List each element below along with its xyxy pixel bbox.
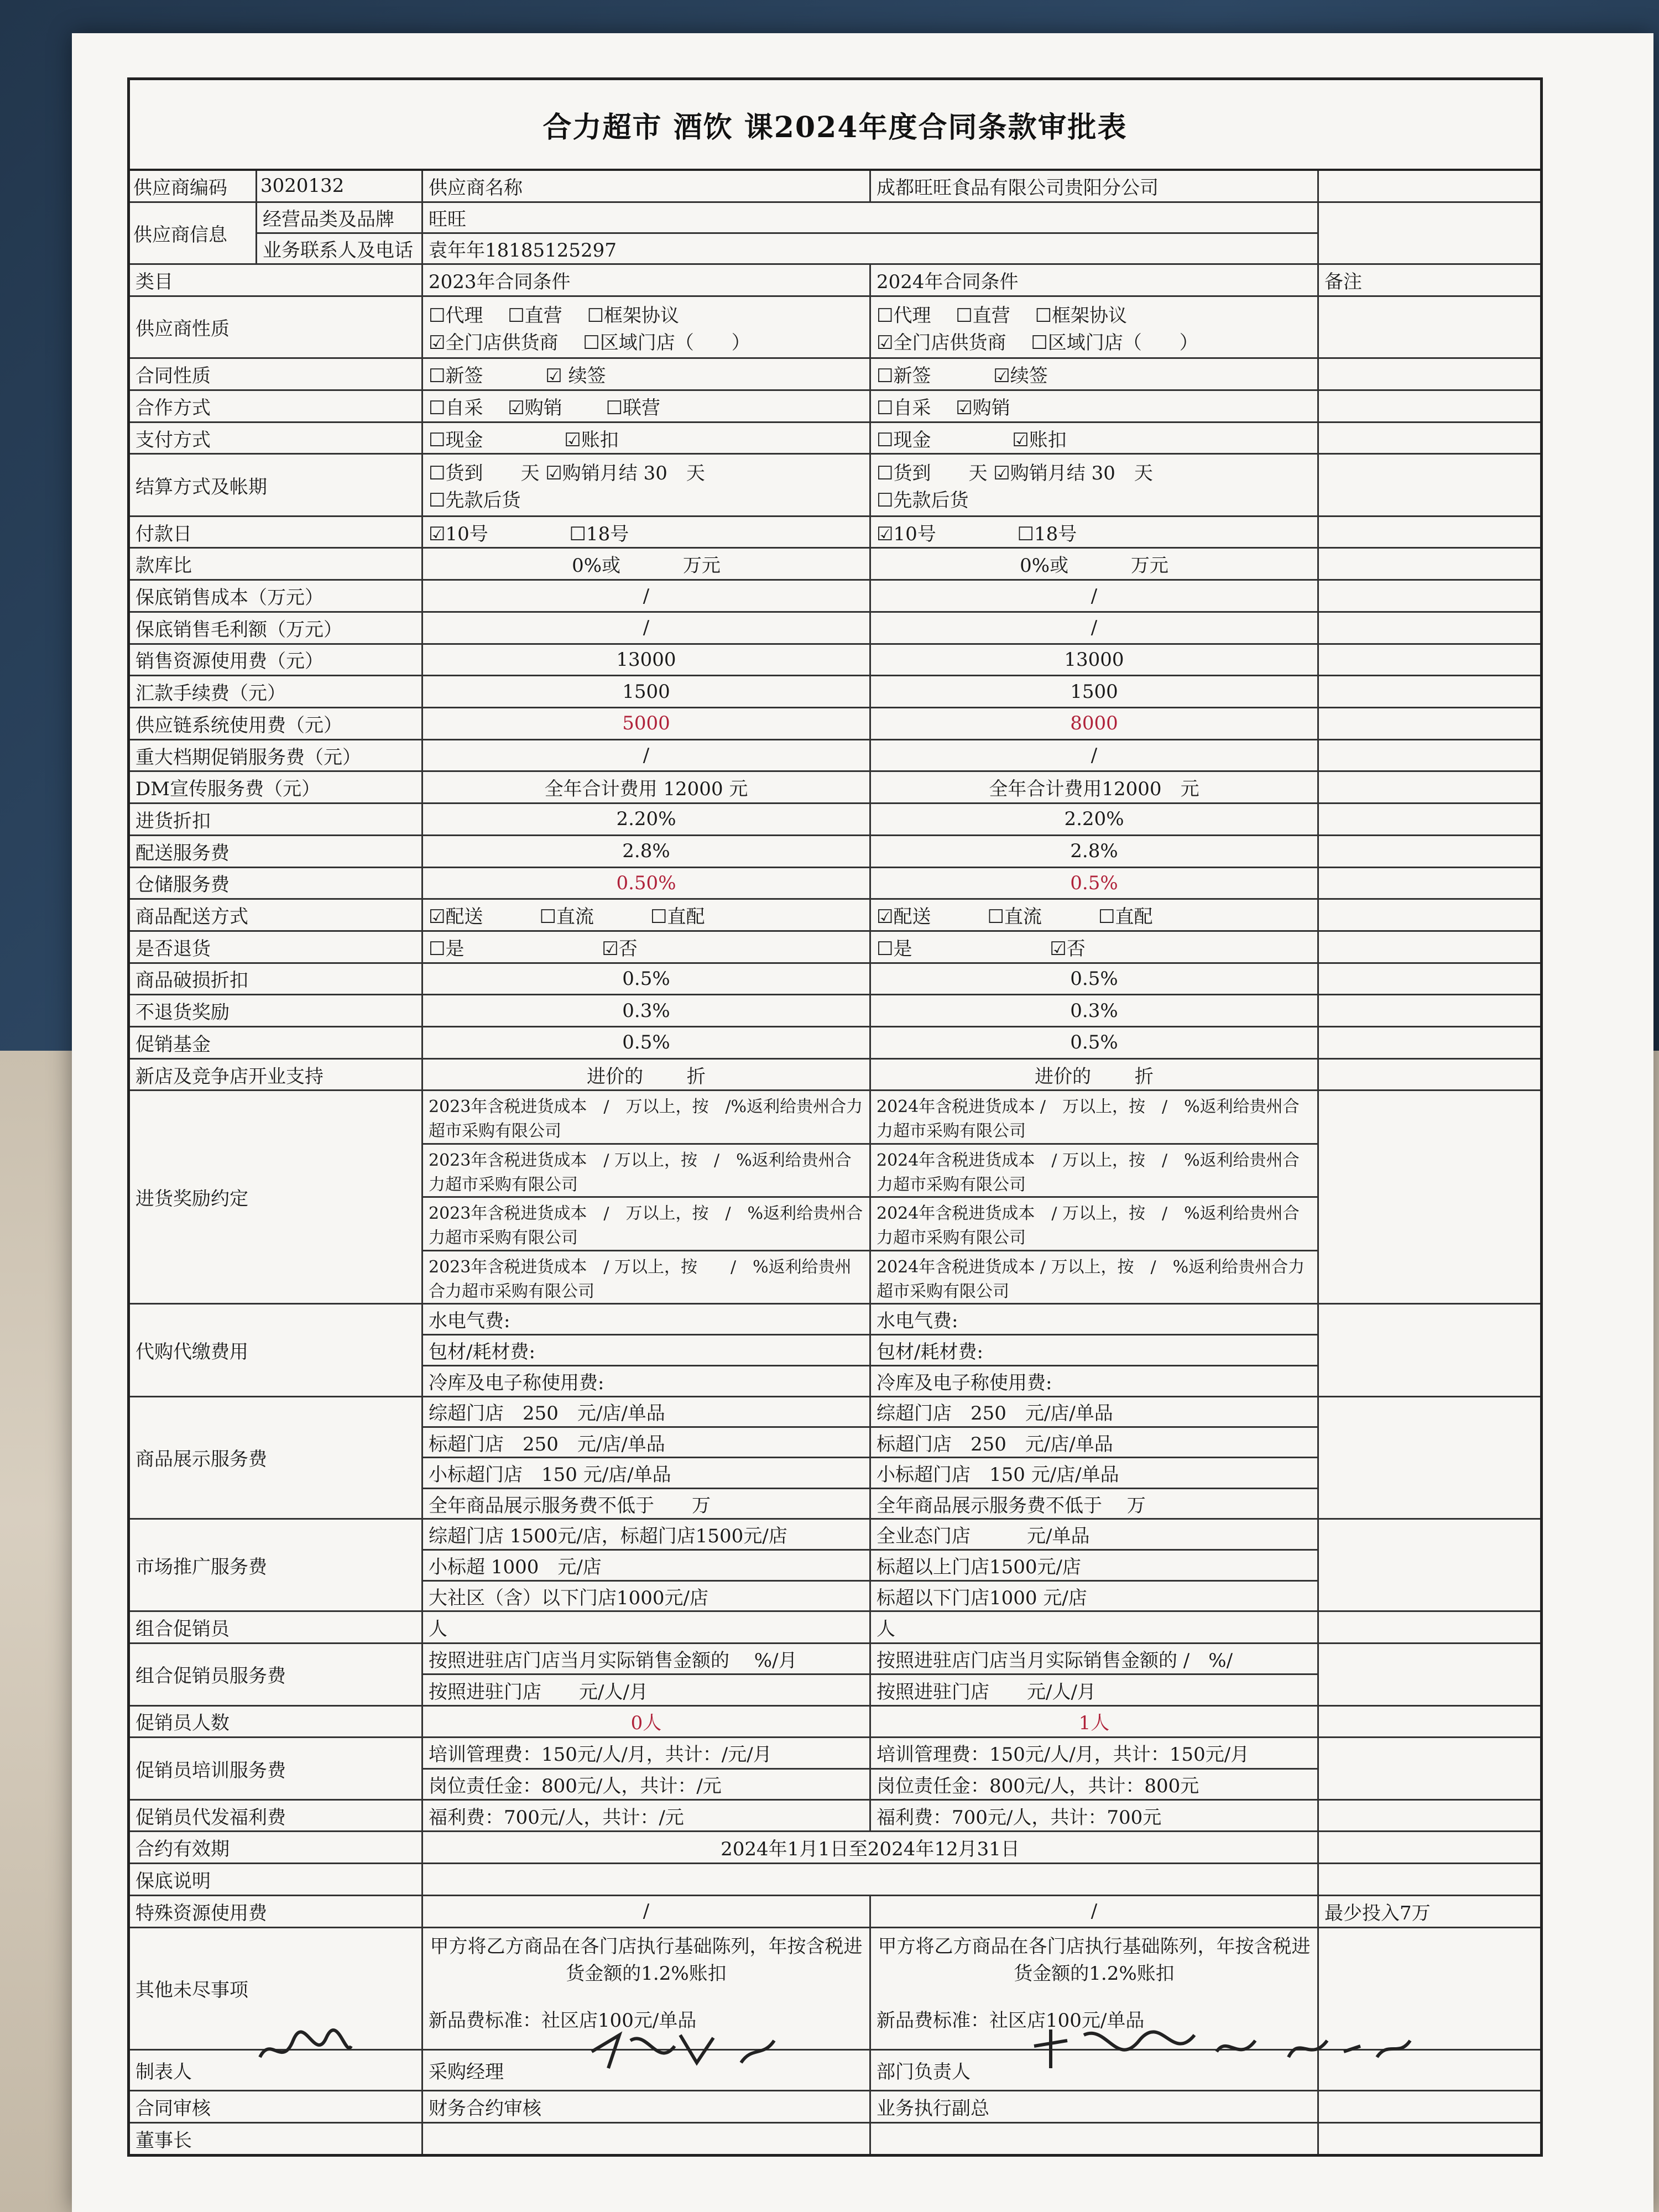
row-min-cost xyxy=(130,581,1540,613)
row-payday xyxy=(130,517,1540,549)
nature-2024-line1: ☐代理 ☐直营 ☐框架协议 xyxy=(877,304,1128,327)
special-2023: / xyxy=(423,1896,871,1927)
resource-2024: 13000 xyxy=(871,645,1319,675)
row-validity xyxy=(130,1832,1540,1864)
min-cost-2023: / xyxy=(423,581,871,611)
damage-label: 商品破损折扣 xyxy=(130,964,423,994)
header-note: 备注 xyxy=(1324,270,1362,293)
special-note: 最少投入7万 xyxy=(1324,1902,1431,1924)
damage-2023: 0.5% xyxy=(423,964,871,994)
header-2024: 2024年合同条件 xyxy=(871,265,1319,295)
display-2023-item: 全年商品展示服务费不低于 万 xyxy=(429,1494,711,1517)
training-2023-item: 岗位责任金：800元/人，共计：/元 xyxy=(429,1775,722,1797)
min-margin-label: 保底销售毛利额（万元） xyxy=(130,613,423,643)
market-2023-item: 大社区（含）以下门店1000元/店 xyxy=(429,1587,708,1609)
promoter-count-label: 促销员人数 xyxy=(130,1707,423,1737)
row-training xyxy=(130,1738,1540,1800)
row-delivery-mode xyxy=(130,900,1540,932)
combo-fee-2024-item: 按照进驻店门店当月实际销售金额的 / %/ xyxy=(871,1644,1317,1675)
resource-2023: 13000 xyxy=(423,645,871,675)
row-return xyxy=(130,932,1540,964)
category-brand-value: 旺旺 xyxy=(423,203,1317,234)
remit-label: 汇款手续费（元） xyxy=(130,676,423,707)
display-label: 商品展示服务费 xyxy=(130,1397,423,1519)
validity-value: 2024年1月1日至2024年12月31日 xyxy=(423,1832,1319,1863)
newstore-2024: 进价的 折 xyxy=(871,1060,1319,1090)
market-2024-item: 标超以上门店1500元/店 xyxy=(871,1551,1317,1582)
row-special xyxy=(130,1896,1540,1928)
agency-2024-item: 包材/耗材费: xyxy=(871,1335,1317,1366)
other-2023-text: 甲方将乙方商品在各门店执行基础陈列，年按含税进货金额的1.2%账扣 xyxy=(430,1936,863,1985)
reward-2024-item: 2024年含税进货成本 / 万以上，按 / %返利给贵州合力超市采购有限公司 xyxy=(871,1091,1317,1144)
supplier-info-label: 供应商信息 xyxy=(130,203,257,263)
handwritten-signature-dept-head xyxy=(1029,2018,1416,2074)
special-label: 特殊资源使用费 xyxy=(130,1896,423,1927)
contact-label: 业务联系人及电话 xyxy=(263,239,413,262)
settle-2023-line2: ☐先款后货 xyxy=(429,489,521,512)
guarantee-label: 保底说明 xyxy=(130,1864,423,1895)
reward-2024-item: 2024年含税进货成本 / 万以上，按 / %返利给贵州合力超市采购有限公司 xyxy=(877,1257,1305,1301)
contract-2023: ☐新签 ☑ 续签 xyxy=(423,359,871,389)
nature-2023-line1: ☐代理 ☐直营 ☐框架协议 xyxy=(429,304,680,327)
ratio-2024: 0%或 万元 xyxy=(871,549,1319,579)
chain-label: 供应链系统使用费（元） xyxy=(130,708,423,739)
row-reward xyxy=(130,1091,1540,1305)
item-header: 类目 xyxy=(130,265,423,295)
noreturn-2023: 0.3% xyxy=(423,995,871,1026)
chain-2023: 5000 xyxy=(423,708,871,739)
storage-label: 仓储服务费 xyxy=(130,868,423,899)
welfare-label: 促销员代发福利费 xyxy=(130,1801,423,1831)
contract-label: 合同性质 xyxy=(130,359,423,389)
row-promoter-count xyxy=(130,1707,1540,1739)
row-agency xyxy=(130,1305,1540,1397)
approval-form xyxy=(127,77,1543,2157)
noreturn-2024: 0.3% xyxy=(871,995,1319,1026)
agency-2023-item: 水电气费: xyxy=(423,1305,869,1335)
payday-label: 付款日 xyxy=(130,517,423,547)
row-market xyxy=(130,1520,1540,1612)
payday-2023: ☑10号 ☐18号 xyxy=(423,517,871,547)
review-label: 合同审核 xyxy=(130,2091,423,2122)
category-brand-label: 经营品类及品牌 xyxy=(257,203,421,234)
newstore-2023: 进价的 折 xyxy=(423,1060,871,1090)
promo-2024: / xyxy=(871,740,1319,771)
form-title: 合力超市 酒饮 课2024年度合同条款审批表 xyxy=(130,80,1540,171)
display-2023-item: 综超门店 250 元/店/单品 xyxy=(423,1397,869,1428)
market-label: 市场推广服务费 xyxy=(130,1520,423,1610)
display-2023-item: 小标超门店 150 元/店/单品 xyxy=(423,1458,869,1489)
market-2023-item: 综超门店 1500元/店，标超门店1500元/店 xyxy=(423,1520,869,1551)
row-settlement xyxy=(130,455,1540,517)
agency-2023-item: 冷库及电子称使用费: xyxy=(429,1371,604,1394)
welfare-2023: 福利费：700元/人，共计：/元 xyxy=(423,1801,871,1831)
chain-2024: 8000 xyxy=(871,708,1319,739)
row-supplier-code xyxy=(130,171,1540,203)
row-remit-fee xyxy=(130,676,1540,708)
purchase-manager-label: 采购经理 xyxy=(423,2051,871,2090)
other-2024-newitem: 新品费标准：社区店100元/单品 xyxy=(877,2010,1145,2032)
combo-label: 组合促销员 xyxy=(130,1612,423,1642)
row-payment-method xyxy=(130,423,1540,455)
row-ratio xyxy=(130,549,1540,581)
delivery-fee-label: 配送服务费 xyxy=(130,836,423,867)
storage-2023: 0.50% xyxy=(423,868,871,899)
payday-2024: ☑10号 ☐18号 xyxy=(871,517,1319,547)
handwritten-signature-maker xyxy=(254,2024,354,2074)
agency-2023-item: 包材/耗材费: xyxy=(423,1335,869,1366)
combo-fee-2024-item: 按照进驻门店 元/人/月 xyxy=(877,1681,1096,1703)
fund-label: 促销基金 xyxy=(130,1027,423,1058)
promoter-count-2023: 0人 xyxy=(423,1707,871,1737)
delivery-mode-label: 商品配送方式 xyxy=(130,900,423,930)
display-2024-item: 标超门店 250 元/店/单品 xyxy=(871,1428,1317,1458)
resource-label: 销售资源使用费（元） xyxy=(130,645,423,675)
agency-2024-item: 冷库及电子称使用费: xyxy=(877,1371,1052,1394)
row-column-headers xyxy=(130,265,1540,297)
row-chain-fee xyxy=(130,708,1540,740)
row-supplier-nature xyxy=(130,297,1540,359)
display-2024-item: 全年商品展示服务费不低于 万 xyxy=(877,1494,1146,1517)
settle-label: 结算方式及帐期 xyxy=(130,455,423,515)
damage-2024: 0.5% xyxy=(871,964,1319,994)
row-combo-fee xyxy=(130,1644,1540,1706)
display-2024-item: 小标超门店 150 元/店/单品 xyxy=(871,1458,1317,1489)
fund-2023: 0.5% xyxy=(423,1027,871,1058)
header-2023: 2023年合同条件 xyxy=(423,265,871,295)
row-chairman xyxy=(130,2124,1540,2154)
remit-2023: 1500 xyxy=(423,676,871,707)
delivery-fee-2023: 2.8% xyxy=(423,836,871,867)
other-2023-newitem: 新品费标准：社区店100元/单品 xyxy=(429,2010,697,2032)
maker-label: 制表人 xyxy=(130,2051,423,2090)
agency-label: 代购代缴费用 xyxy=(130,1305,423,1395)
supplier-name-label: 供应商名称 xyxy=(423,171,871,201)
return-2023: ☐是 ☑否 xyxy=(423,932,871,962)
validity-label: 合约有效期 xyxy=(130,1832,423,1863)
dept-head-label: 部门负责人 xyxy=(871,2051,1319,2090)
promo-label: 重大档期促销服务费（元） xyxy=(130,740,423,771)
note-cell xyxy=(1319,171,1540,201)
delivery-fee-2024: 2.8% xyxy=(871,836,1319,867)
reward-2023-item: 2023年含税进货成本 / 万以上，按 / %返利给贵州合力超市采购有限公司 xyxy=(423,1145,869,1198)
pay-2024: ☐现金 ☑账扣 xyxy=(871,423,1319,453)
handwritten-signature-purchase-manager xyxy=(586,2024,785,2074)
min-margin-2023: / xyxy=(423,613,871,643)
contact-value: 袁年年18185125297 xyxy=(429,239,617,262)
training-2024-item: 培训管理费：150元/人/月，共计：150元/月 xyxy=(871,1738,1317,1769)
reward-2024-item: 2024年含税进货成本 / 万以上，按 / %返利给贵州合力超市采购有限公司 xyxy=(871,1145,1317,1198)
discount-2023: 2.20% xyxy=(423,804,871,834)
row-min-margin xyxy=(130,613,1540,645)
coop-2024: ☐自采 ☑购销 xyxy=(871,391,1319,421)
row-display xyxy=(130,1397,1540,1520)
row-noreturn xyxy=(130,995,1540,1027)
ratio-label: 款库比 xyxy=(130,549,423,579)
return-label: 是否退货 xyxy=(130,932,423,962)
pay-2023: ☐现金 ☑账扣 xyxy=(423,423,871,453)
row-combo xyxy=(130,1612,1540,1644)
fund-2024: 0.5% xyxy=(871,1027,1319,1058)
reward-label: 进货奖励约定 xyxy=(130,1091,423,1303)
remit-2024: 1500 xyxy=(871,676,1319,707)
row-resource-fee xyxy=(130,645,1540,677)
chairman-label: 董事长 xyxy=(130,2124,423,2154)
supplier-code-value: 3020132 xyxy=(260,175,345,197)
row-dm-fee xyxy=(130,772,1540,804)
contract-2024: ☐新签 ☑续签 xyxy=(871,359,1319,389)
row-coop-mode xyxy=(130,391,1540,423)
agency-2024-item: 水电气费: xyxy=(871,1305,1317,1335)
min-margin-2024: / xyxy=(871,613,1319,643)
nature-2024-line2: ☑全门店供货商 ☐区域门店（ ） xyxy=(877,331,1198,354)
row-damage xyxy=(130,964,1540,996)
promoter-count-2024: 1人 xyxy=(871,1707,1319,1737)
vp-label: 业务执行副总 xyxy=(871,2091,1319,2122)
coop-label: 合作方式 xyxy=(130,391,423,421)
dm-2023: 全年合计费用 12000 元 xyxy=(423,772,871,802)
coop-2023: ☐自采 ☑购销 ☐联营 xyxy=(423,391,871,421)
row-promo-fee xyxy=(130,740,1540,773)
discount-label: 进货折扣 xyxy=(130,804,423,834)
settle-2024-line2: ☐先款后货 xyxy=(877,489,969,512)
other-label: 其他未尽事项 xyxy=(130,1928,423,2049)
return-2024: ☐是 ☑否 xyxy=(871,932,1319,962)
discount-2024: 2.20% xyxy=(871,804,1319,834)
combo-2023: 人 xyxy=(423,1612,871,1642)
market-2024-item: 全业态门店 元/单品 xyxy=(871,1520,1317,1551)
settle-2024-line1: ☐货到 天 ☑购销月结 30 天 xyxy=(877,462,1153,485)
combo-2024: 人 xyxy=(871,1612,1319,1642)
special-2024: / xyxy=(871,1896,1319,1927)
market-2024-item: 标超以下门店1000 元/店 xyxy=(877,1587,1087,1609)
guarantee-value xyxy=(423,1864,1319,1895)
noreturn-label: 不退货奖励 xyxy=(130,995,423,1026)
min-cost-2024: / xyxy=(871,581,1319,611)
dm-2024: 全年合计费用12000 元 xyxy=(871,772,1319,802)
combo-fee-2023-item: 按照进驻门店 元/人/月 xyxy=(429,1681,648,1703)
row-welfare xyxy=(130,1801,1540,1833)
combo-fee-2023-item: 按照进驻店门店当月实际销售金额的 %/月 xyxy=(423,1644,869,1675)
reward-2024-item: 2024年含税进货成本 / 万以上，按 / %返利给贵州合力超市采购有限公司 xyxy=(871,1198,1317,1251)
finance-review-label: 财务合约审核 xyxy=(423,2091,871,2122)
training-label: 促销员培训服务费 xyxy=(130,1738,423,1798)
row-storage-fee xyxy=(130,868,1540,900)
paper-sheet xyxy=(72,33,1653,2212)
training-2023-item: 培训管理费：150元/人/月，共计：/元/月 xyxy=(423,1738,869,1769)
min-cost-label: 保底销售成本（万元） xyxy=(130,581,423,611)
pay-label: 支付方式 xyxy=(130,423,423,453)
newstore-label: 新店及竞争店开业支持 xyxy=(130,1060,423,1090)
row-contract-nature xyxy=(130,359,1540,391)
row-discount xyxy=(130,804,1540,836)
supplier-code-label: 供应商编码 xyxy=(130,171,257,201)
ratio-2023: 0%或 万元 xyxy=(423,549,871,579)
row-fund xyxy=(130,1027,1540,1060)
market-2023-item: 小标超 1000 元/店 xyxy=(423,1551,869,1582)
combo-fee-label: 组合促销员服务费 xyxy=(130,1644,423,1704)
other-2024-text: 甲方将乙方商品在各门店执行基础陈列，年按含税进货金额的1.2%账扣 xyxy=(878,1936,1311,1985)
welfare-2024: 福利费：700元/人，共计：700元 xyxy=(871,1801,1319,1831)
nature-label: 供应商性质 xyxy=(130,297,423,357)
row-review xyxy=(130,2091,1540,2124)
reward-2023-item: 2023年含税进货成本 / 万以上，按 / %返利给贵州合力超市采购有限公司 xyxy=(429,1257,852,1301)
supplier-name-value: 成都旺旺食品有限公司贵阳分公司 xyxy=(871,171,1319,201)
delivery-mode-2023: ☑配送 ☐直流 ☐直配 xyxy=(423,900,871,930)
display-2023-item: 标超门店 250 元/店/单品 xyxy=(423,1428,869,1458)
row-guarantee xyxy=(130,1864,1540,1896)
training-2024-item: 岗位责任金：800元/人，共计：800元 xyxy=(877,1775,1199,1797)
row-newstore xyxy=(130,1060,1540,1092)
reward-2023-item: 2023年含税进货成本 / 万以上，按 / %返利给贵州合力超市采购有限公司 xyxy=(423,1198,869,1251)
settle-2023-line1: ☐货到 天 ☑购销月结 30 天 xyxy=(429,462,705,485)
dm-label: DM宣传服务费（元） xyxy=(130,772,423,802)
promo-2023: / xyxy=(423,740,871,771)
row-supplier-info xyxy=(130,203,1540,265)
nature-2023-line2: ☑全门店供货商 ☐区域门店（ ） xyxy=(429,331,750,354)
reward-2023-item: 2023年含税进货成本 / 万以上，按 /%返利给贵州合力超市采购有限公司 xyxy=(423,1091,869,1144)
display-2024-item: 综超门店 250 元/店/单品 xyxy=(871,1397,1317,1428)
storage-2024: 0.5% xyxy=(871,868,1319,899)
row-delivery-fee xyxy=(130,836,1540,868)
delivery-mode-2024: ☑配送 ☐直流 ☐直配 xyxy=(871,900,1319,930)
